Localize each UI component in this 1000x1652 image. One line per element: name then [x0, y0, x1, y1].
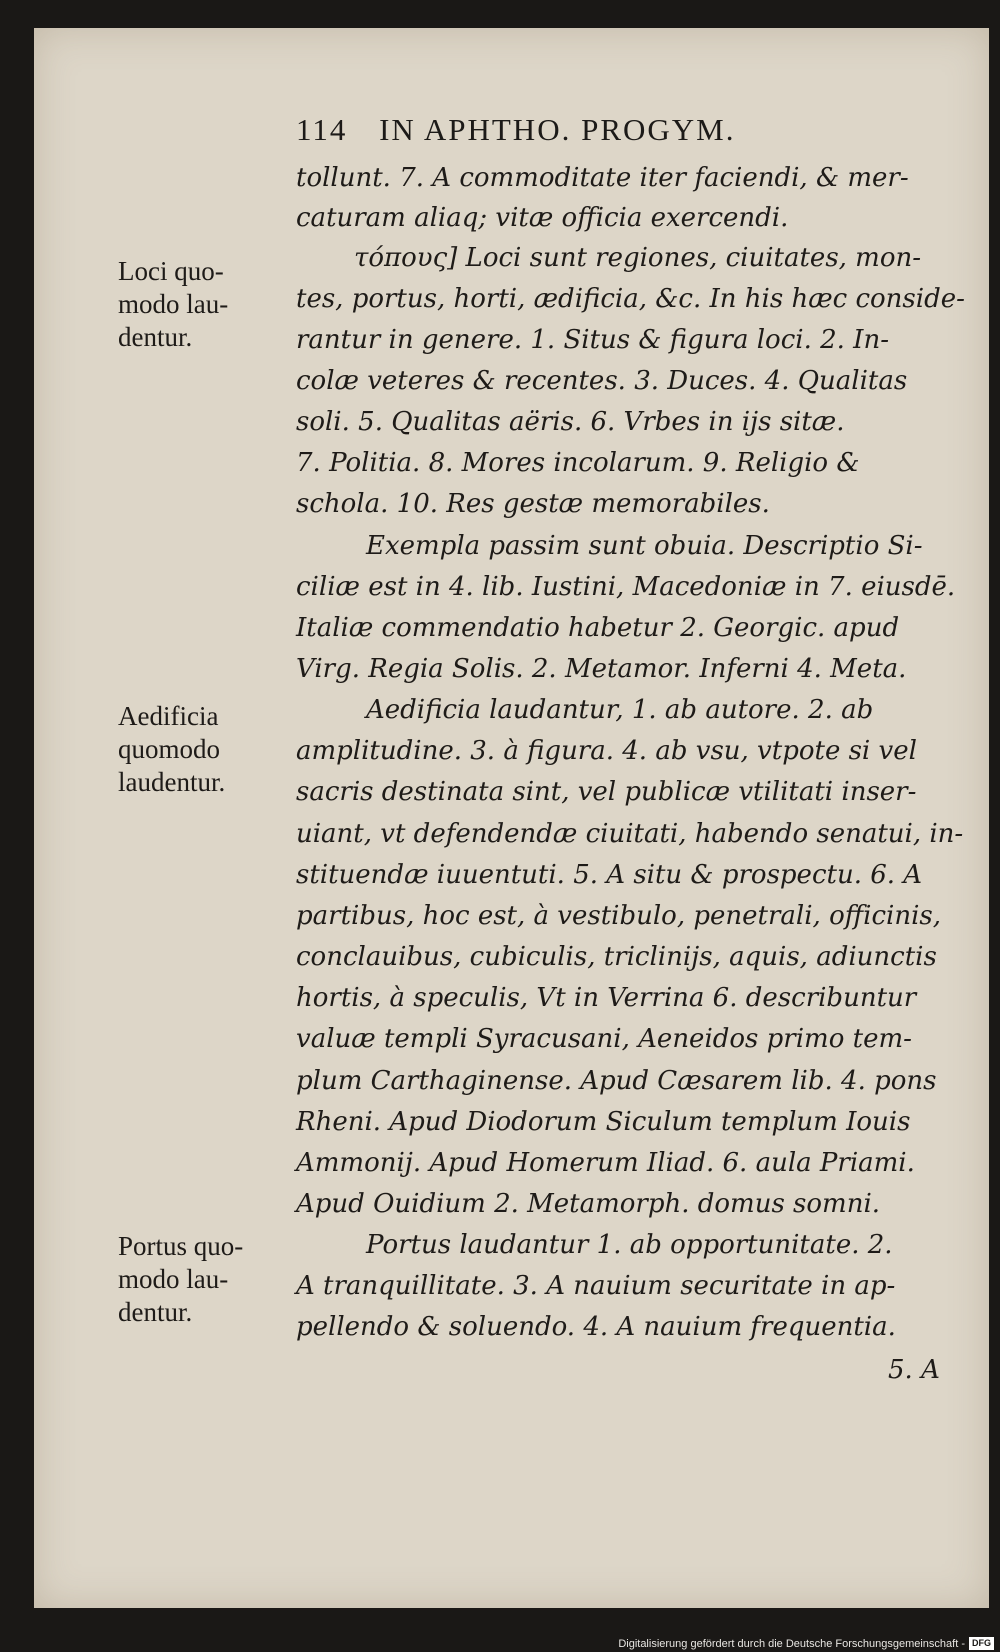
text-line: Ammonij. Apud Homerum Iliad. 6. aula Priami. — [296, 1148, 915, 1178]
text-line: valuæ templi Syracusani, Aeneidos primo tem- — [296, 1024, 912, 1054]
text-line: partibus, hoc est, à vestibulo, penetrali, officinis, — [296, 901, 941, 931]
running-title: IN APHTHO. PROGYM. — [379, 112, 736, 147]
text-line: soli. 5. Qualitas aëris. 6. Vrbes in ijs sitæ. — [296, 407, 845, 437]
credit-text: Digitalisierung gefördert durch die Deutsche Forschungsgemeinschaft - — [618, 1637, 965, 1650]
text-line: pellendo & soluendo. 4. A nauium frequentia. — [296, 1312, 896, 1342]
text-line: sacris destinata sint, vel publicæ vtilitati inser- — [296, 777, 917, 807]
text-line: schola. 10. Res gestæ memorabiles. — [296, 489, 770, 519]
text-line: uiant, vt defendendæ ciuitati, habendo senatui, in- — [296, 819, 964, 849]
text-line: 7. Politia. 8. Mores incolarum. 9. Religio & — [296, 448, 860, 478]
digitization-credit — [618, 1637, 994, 1650]
text-line: rantur in genere. 1. Situs & figura loci. 2. In- — [296, 325, 889, 355]
text-line: Rheni. Apud Diodorum Siculum templum Iouis — [296, 1107, 911, 1137]
text-line: tollunt. 7. A commoditate iter faciendi, & mer- — [296, 163, 909, 193]
text-line: Virg. Regia Solis. 2. Metamor. Inferni 4. Meta. — [296, 654, 907, 684]
text-line: Italiæ commendatio habetur 2. Georgic. apud — [296, 613, 900, 643]
dfg-logo: DFG — [969, 1637, 994, 1650]
text-line: A tranquillitate. 3. A nauium securitate in ap- — [296, 1271, 896, 1301]
text-line: conclauibus, cubiculis, triclinijs, aquis, adiunctis — [296, 942, 937, 972]
text-line: tes, portus, horti, ædificia, &c. In his hæc conside- — [296, 284, 965, 314]
text-line: Portus laudantur 1. ab opportunitate. 2. — [366, 1230, 893, 1260]
text-line: caturam aliaq; vitæ officia exercendi. — [296, 203, 789, 233]
margin-note-loci: Loci quo- modo lau- dentur. — [118, 256, 229, 352]
page-number: 114 — [296, 112, 348, 147]
running-header — [296, 112, 936, 148]
margin-note-portus: Portus quo- modo lau- dentur. — [118, 1231, 244, 1327]
text-line: plum Carthaginense. Apud Cæsarem lib. 4. pons — [296, 1066, 937, 1096]
text-line: colæ veteres & recentes. 3. Duces. 4. Qualitas — [296, 366, 908, 396]
catchword: 5. A — [888, 1355, 940, 1385]
text-line: Exempla passim sunt obuia. Descriptio Si- — [366, 531, 923, 561]
text-line: ciliæ est in 4. lib. Iustini, Macedoniæ in 7. eiusdē. — [296, 572, 956, 602]
text-line: Apud Ouidium 2. Metamorph. domus somni. — [296, 1189, 881, 1219]
margin-note-aedificia: Aedificia quomodo laudentur. — [118, 701, 226, 797]
text-line: stituendæ iuuentuti. 5. A situ & prospectu. 6. A — [296, 860, 923, 890]
text-line: amplitudine. 3. à figura. 4. ab vsu, vtpote si vel — [296, 736, 917, 766]
text-line: hortis, à speculis, Vt in Verrina 6. describuntur — [296, 983, 917, 1013]
text-line: Aedificia laudantur, 1. ab autore. 2. ab — [366, 695, 874, 725]
text-line: τόπους] Loci sunt regiones, ciuitates, mon- — [354, 243, 922, 273]
